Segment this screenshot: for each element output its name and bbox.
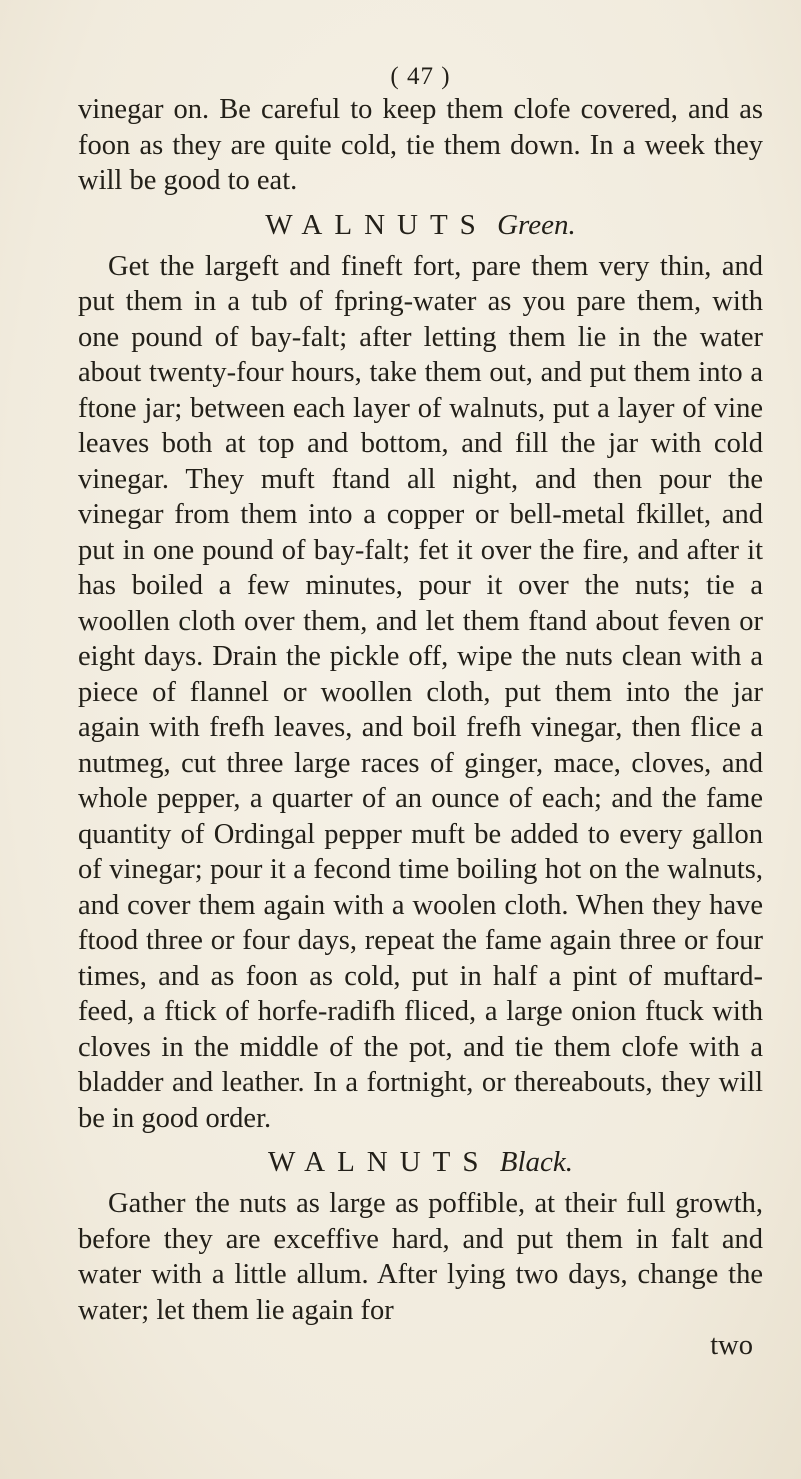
intro-paragraph: vinegar on. Be careful to keep them clofe covered, and as foon as they are quite cold, tie them down. In a week they will be good to eat. (78, 94, 763, 196)
heading-walnuts-green-sub: Green. (497, 208, 576, 241)
heading-walnuts-black (78, 1144, 763, 1180)
page-text (78, 92, 763, 1363)
catchword: two (710, 1330, 753, 1361)
page-number: ( 47 ) (390, 63, 451, 90)
recipe-walnuts-green: Get the largeft and fineft fort, pare them very thin, and put them in a tub of fpring-water as you pare them, with one pound of bay-falt; after letting them lie in the water about twenty-four hours, take them out, and put them into a ftone jar; between each layer of walnuts, put a layer of vine leaves both at top and bottom, and fill the jar with cold vinegar. They muft ftand all night, and then pour the vinegar from them into a copper or bell-metal fkillet, and put in one pound of bay-falt; fet it over the fire, and after it has boiled a few minutes, pour it over the nuts; tie a woollen cloth over them, and let them ftand about feven or eight days. Drain the pickle off, wipe the nuts clean with a piece of flannel or woollen cloth, put them into the jar again with frefh leaves, and boil frefh vinegar, then flice a nutmeg, cut three large races of ginger, mace, cloves, and whole pepper, a quarter of an ounce of each; and the fame quantity of Ordingal pepper muft be added to every gallon of vinegar; pour it a fecond time boiling hot on the walnuts, and cover them again with a woolen cloth. When they have ftood three or four days, repeat the fame again three or four times, and as foon as cold, put in half a pint of muftard-feed, a ftick of horfe-radifh fliced, a large onion ftuck with cloves in the middle of the pot, and tie them clofe with a bladder and leather. In a fortnight, or thereabouts, they will be in good order. (78, 250, 763, 1134)
recipe-walnuts-black: Gather the nuts as large as poffible, at their full growth, before they are exceffive hard, and put them in falt and water with a little allum. After lying two days, change the water; let them lie again for (78, 1188, 763, 1326)
heading-walnuts-green (78, 207, 763, 243)
heading-walnuts-black-sub: Black. (499, 1146, 574, 1178)
heading-walnuts-green-caps: WALNUTS (265, 208, 488, 241)
heading-walnuts-black-caps: WALNUTS (267, 1146, 491, 1178)
